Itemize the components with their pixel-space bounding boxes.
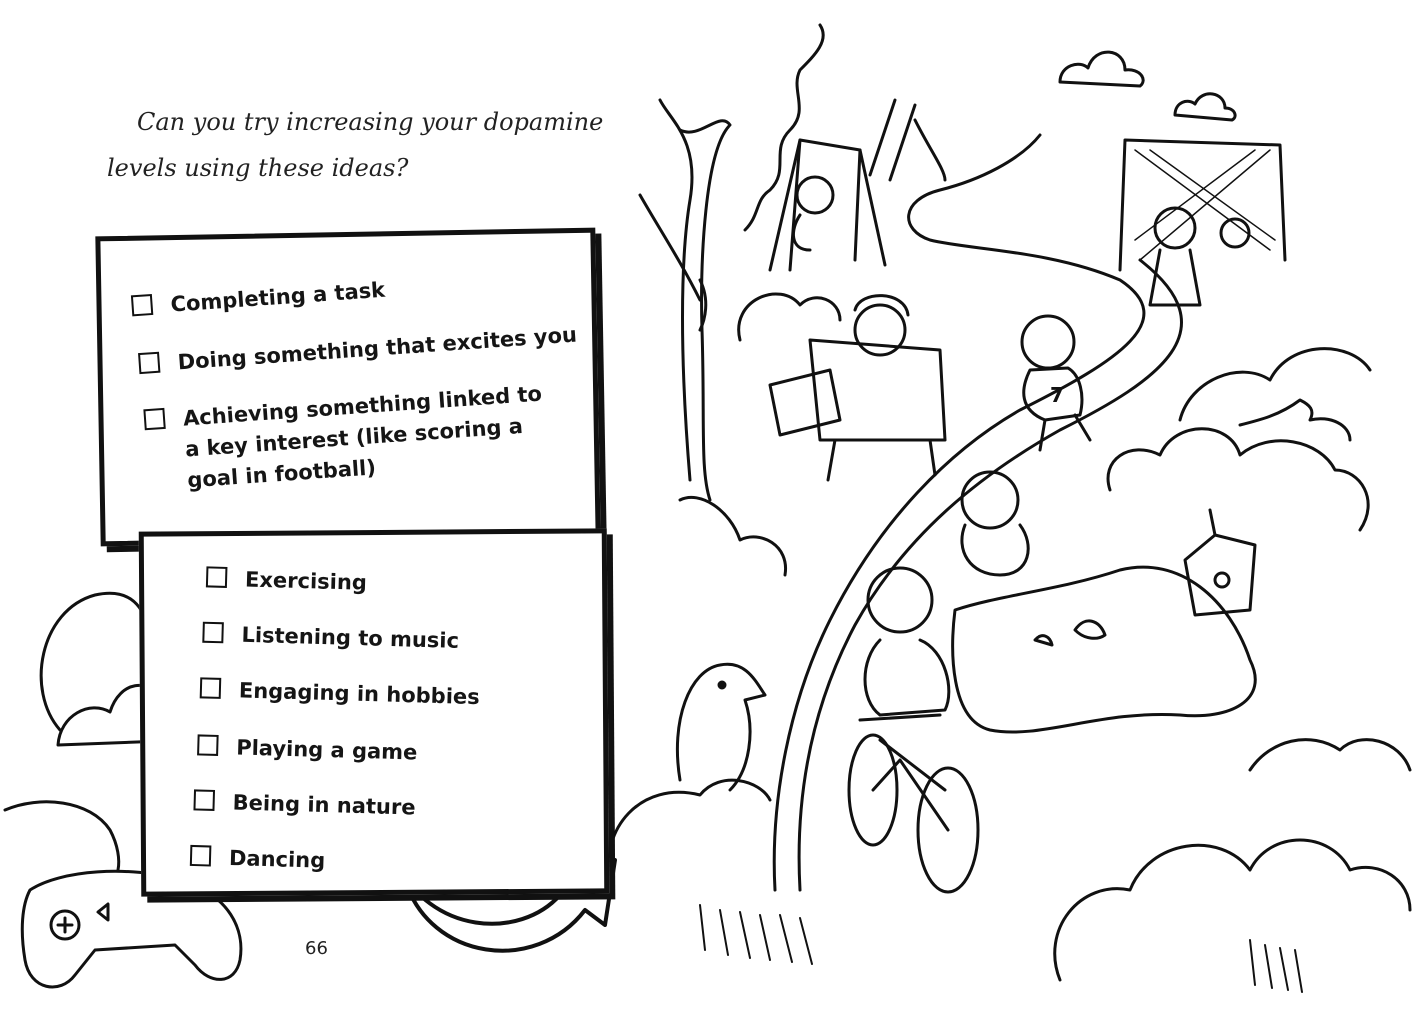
checkbox[interactable] bbox=[200, 677, 222, 699]
checkbox[interactable] bbox=[193, 789, 215, 811]
intro-line-1: Can you try increasing your dopamine bbox=[137, 108, 604, 136]
checklist-panel-bottom bbox=[139, 528, 610, 896]
bird-icon bbox=[677, 664, 765, 790]
checklist-item[interactable] bbox=[138, 320, 578, 382]
bird-icon bbox=[1240, 400, 1350, 440]
checklist-item[interactable] bbox=[202, 619, 459, 657]
checklist-item[interactable] bbox=[131, 275, 386, 324]
bicycle-icon bbox=[849, 568, 978, 892]
page-number: 66 bbox=[305, 938, 328, 959]
soccer-goal-icon bbox=[1120, 140, 1285, 305]
checkbox[interactable] bbox=[138, 352, 160, 374]
checklist-item[interactable] bbox=[197, 731, 418, 768]
swing-icon bbox=[770, 140, 885, 270]
checklist-item-label: Completing a task bbox=[169, 277, 386, 317]
checklist-item[interactable] bbox=[206, 563, 368, 598]
checklist-item-label: Listening to music bbox=[241, 622, 460, 653]
cloud-icon bbox=[1060, 52, 1235, 120]
checklist-item-label: Engaging in hobbies bbox=[238, 678, 481, 710]
checkbox[interactable] bbox=[131, 294, 153, 316]
checkbox[interactable] bbox=[197, 734, 219, 756]
checklist-item-label: Exercising bbox=[244, 567, 368, 595]
checklist-item[interactable] bbox=[193, 786, 416, 823]
checklist-item-label: Being in nature bbox=[232, 790, 416, 820]
birdhouse-icon bbox=[1185, 510, 1255, 615]
tree-icon bbox=[640, 100, 730, 500]
checkbox[interactable] bbox=[206, 566, 228, 588]
checklist-item-label: Dancing bbox=[228, 846, 326, 873]
checkbox[interactable] bbox=[202, 622, 224, 644]
checklist-item[interactable] bbox=[143, 378, 558, 499]
checkbox[interactable] bbox=[143, 408, 165, 430]
bench-icon bbox=[810, 296, 945, 480]
jersey-number: 7 bbox=[1050, 383, 1064, 407]
checklist-panel-top bbox=[95, 228, 600, 547]
checklist-item-label: Doing something that excites you bbox=[176, 322, 578, 375]
checklist-item-label: Achieving something linked to a key interest (like scoring a goal in football) bbox=[182, 381, 543, 493]
checklist-item-label: Playing a game bbox=[235, 735, 418, 765]
checklist-item[interactable] bbox=[190, 842, 326, 877]
checklist-item[interactable] bbox=[199, 674, 480, 713]
checkbox[interactable] bbox=[190, 845, 212, 867]
intro-line-2: levels using these ideas? bbox=[107, 154, 409, 182]
